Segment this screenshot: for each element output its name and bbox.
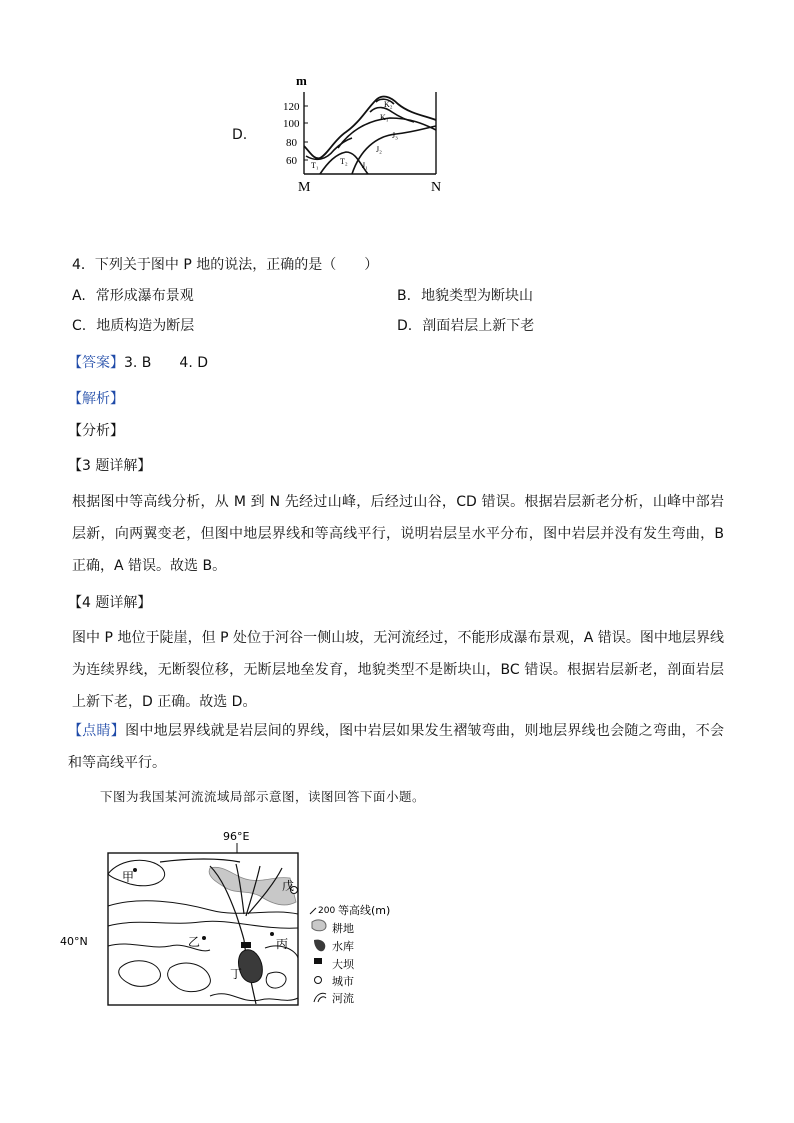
fenxi-tag: 【分析】 [68, 423, 124, 439]
y-tick: 120 [283, 101, 300, 113]
option-text: 地质构造为断层 [96, 318, 195, 334]
option-b[interactable] [397, 286, 533, 306]
layer-label: K₂ [384, 100, 393, 109]
layer-label: T₁ [311, 161, 319, 170]
detail-3-tag: 【3 题详解】 [68, 458, 152, 474]
y-tick: 100 [283, 118, 300, 130]
option-letter: D. [397, 318, 413, 334]
layer-label: T₂ [340, 157, 348, 166]
place-ding: 丁 [230, 967, 243, 981]
question-4-stem: 4．下列关于图中 P 地的说法，正确的是（ ） [72, 257, 379, 273]
dianjing-text: 图中地层界线就是岩层间的界线，图中岩层如果发生褶皱弯曲，则地层界线也会随之弯曲，不会和等高线平行。 [68, 723, 725, 771]
place-wu: 戊 [282, 879, 295, 893]
option-a[interactable] [72, 286, 194, 306]
option-d[interactable] [397, 316, 534, 336]
legend-contour-text: 等高线(m) [338, 904, 391, 917]
option-c[interactable] [72, 316, 194, 336]
y-tick: 60 [286, 155, 297, 167]
map-intro: 下图为我国某河流流域局部示意图，读图回答下面小题。 [100, 789, 426, 804]
city-icon [315, 977, 322, 984]
farmland-icon [312, 920, 326, 931]
legend-dam-text: 大坝 [332, 958, 354, 971]
layer-label: J₂ [376, 145, 382, 154]
answer-tag: 【答案】 [68, 355, 124, 371]
dam-icon [314, 958, 322, 964]
dianjing-paragraph [68, 715, 724, 779]
option-text: 常形成瀑布景观 [95, 288, 194, 304]
river-basin-map [60, 818, 410, 1018]
legend-reservoir-text: 水库 [332, 940, 354, 953]
y-unit-label: m [296, 73, 307, 88]
reservoir-shape [239, 950, 263, 983]
dianjing-tag: 【点睛】 [68, 723, 126, 739]
contour-icon [310, 908, 316, 914]
latitude-label: 40°N [60, 935, 88, 948]
river-icon [314, 993, 326, 1002]
cross-section-diagram [280, 70, 450, 195]
answer-text: 3. B 4. D [124, 355, 208, 371]
option-d-label: D. [232, 127, 248, 143]
option-letter: C. [72, 318, 87, 334]
detail-4-tag: 【4 题详解】 [68, 595, 152, 611]
longitude-label: 96°E [223, 830, 250, 843]
place-bing: 丙 [276, 937, 289, 951]
answer-line [68, 353, 208, 373]
legend-farmland-text: 耕地 [332, 922, 354, 935]
layer-label: J₃ [392, 131, 398, 140]
reservoir-icon [314, 940, 325, 952]
detail-4-text: 图中 P 地位于陡崖，但 P 处位于河谷一侧山坡，无河流经过，不能形成瀑布景观，A 错误。图中地层界线为连续界线，无断裂位移，无断层地垒发育，地貌类型不是断块山，BC 错误。根据岩层新老，剖面岩层上新下老，D 正确。故选 D。 [72, 630, 724, 710]
option-text: 剖面岩层上新下老 [422, 318, 535, 334]
place-yi: 乙 [188, 935, 201, 949]
detail-3-text: 根据图中等高线分析，从 M 到 N 先经过山峰，后经过山谷，CD 错误。根据岩层新老分析，山峰中部岩层新，向两翼变老，但图中地层界线和等高线平行，说明岩层呈水平分布，图中岩层并没有发生弯曲，B 正确，A 错误。故选 B。 [72, 494, 724, 574]
city-dot [270, 932, 274, 936]
legend-contour-value: 200 [318, 906, 336, 916]
layer-label: K₁ [380, 113, 389, 122]
layer-label: J₁ [362, 161, 368, 170]
analysis-tag: 【解析】 [68, 391, 124, 407]
city-dot [202, 936, 206, 940]
x-label-n: N [431, 180, 442, 195]
option-text: 地貌类型为断块山 [421, 288, 534, 304]
legend-city-text: 城市 [332, 975, 354, 988]
dam-marker [241, 942, 251, 948]
legend-river-text: 河流 [332, 992, 354, 1005]
option-letter: A. [72, 288, 86, 304]
x-label-m: M [298, 180, 311, 195]
option-letter: B. [397, 288, 412, 304]
place-jia: 甲 [122, 870, 135, 884]
y-tick: 80 [286, 137, 297, 149]
